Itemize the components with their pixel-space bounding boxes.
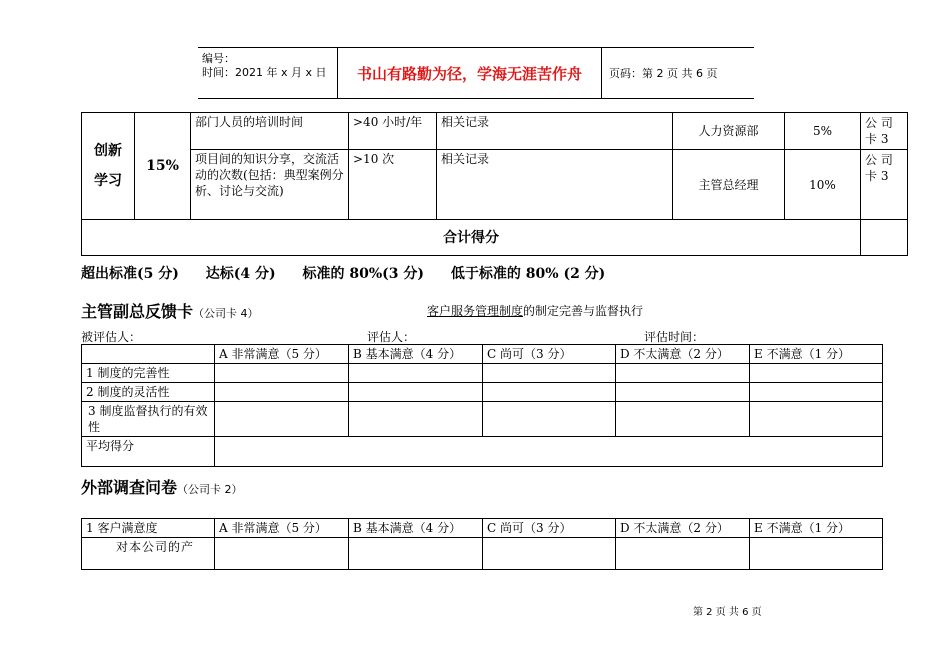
rating-cell[interactable] xyxy=(349,538,483,570)
row-label: 1 制度的完善性 xyxy=(82,364,215,383)
category-line-1: 创新 xyxy=(94,143,122,159)
column-header: B 基本满意（4 分） xyxy=(349,345,483,364)
column-header: B 基本满意（4 分） xyxy=(349,519,483,538)
section-title xyxy=(81,475,243,498)
column-header: 1 客户满意度 xyxy=(82,519,215,538)
page-header xyxy=(198,47,754,99)
scoring-legend xyxy=(81,263,627,283)
average-row xyxy=(82,437,883,467)
rating-cell[interactable] xyxy=(483,383,616,402)
weight-cell: 10% xyxy=(785,150,861,220)
source-cell: 相关记录 xyxy=(437,113,673,150)
survey-subtitle: （公司卡 2） xyxy=(177,483,243,496)
table-row xyxy=(82,150,908,220)
section-title xyxy=(81,299,259,322)
rating-cell[interactable] xyxy=(215,402,349,437)
row-label: 2 制度的灵活性 xyxy=(82,383,215,402)
column-header: A 非常满意（5 分） xyxy=(215,345,349,364)
header-row xyxy=(82,345,883,364)
feedback-table xyxy=(81,344,883,467)
column-header: C 尚可（3 分） xyxy=(483,519,616,538)
rating-cell[interactable] xyxy=(215,364,349,383)
card-cell: 公 司 卡 3 xyxy=(861,150,908,220)
column-header xyxy=(82,345,215,364)
feedback-subtitle: （公司卡 4） xyxy=(193,307,259,320)
rating-cell[interactable] xyxy=(750,402,883,437)
survey-table xyxy=(81,518,883,570)
total-row xyxy=(82,220,908,256)
rating-cell[interactable] xyxy=(215,538,349,570)
header-meta xyxy=(198,48,338,98)
rating-cell[interactable] xyxy=(750,538,883,570)
feedback-topic xyxy=(427,302,643,319)
evaluation-fields xyxy=(81,328,881,344)
rating-cell[interactable] xyxy=(616,538,750,570)
feedback-title: 主管副总反馈卡 xyxy=(81,302,194,321)
average-label: 平均得分 xyxy=(82,437,215,467)
row-label: 对本公司的产 xyxy=(82,538,215,570)
innovation-table xyxy=(81,112,908,256)
eval-time-label: 评估时间： xyxy=(644,330,705,344)
header-page-label: 页码：第 2 页 共 6 页 xyxy=(609,67,718,80)
column-header: D 不太满意（2 分） xyxy=(616,519,750,538)
rating-cell[interactable] xyxy=(483,364,616,383)
table-row xyxy=(82,538,883,570)
source-cell: 相关记录 xyxy=(437,150,673,220)
card-cell: 公 司 卡 3 xyxy=(861,113,908,150)
column-header: C 尚可（3 分） xyxy=(483,345,616,364)
category-cell xyxy=(82,113,135,220)
evaluatee-label: 被评估人： xyxy=(81,330,142,344)
rating-cell[interactable] xyxy=(349,383,483,402)
table-row xyxy=(82,383,883,402)
weight-cell: 5% xyxy=(785,113,861,150)
header-row xyxy=(82,519,883,538)
table-row xyxy=(82,364,883,383)
score-level: 达标(4 分) xyxy=(205,266,276,282)
survey-title: 外部调查问卷 xyxy=(81,478,178,497)
column-header: D 不太满意（2 分） xyxy=(616,345,750,364)
average-value[interactable] xyxy=(215,437,883,467)
number-label: 编号： xyxy=(202,52,235,65)
topic-underlined: 客户服务管理制度 xyxy=(427,304,524,318)
rating-cell[interactable] xyxy=(616,402,750,437)
score-level: 超出标准(5 分) xyxy=(81,266,179,282)
topic-rest: 的制定完善与监督执行 xyxy=(523,304,644,318)
standard-cell: >40 小时/年 xyxy=(349,113,437,150)
header-motto: 书山有路勤为径，学海无涯苦作舟 xyxy=(338,48,602,98)
dept-cell: 人力资源部 xyxy=(673,113,785,150)
standard-cell: >10 次 xyxy=(349,150,437,220)
evaluator-label: 评估人： xyxy=(367,330,416,344)
rating-cell[interactable] xyxy=(616,364,750,383)
row-label: 3 制度监督执行的有效性 xyxy=(82,402,215,437)
item-cell: 部门人员的培训时间 xyxy=(191,113,349,150)
rating-cell[interactable] xyxy=(349,402,483,437)
category-line-2: 学习 xyxy=(94,173,122,189)
score-level: 标准的 80%(3 分) xyxy=(302,266,425,282)
column-header: E 不满意（1 分） xyxy=(750,345,883,364)
category-weight: 15% xyxy=(135,113,191,220)
column-header: E 不满意（1 分） xyxy=(750,519,883,538)
rating-cell[interactable] xyxy=(483,538,616,570)
rating-cell[interactable] xyxy=(750,364,883,383)
dept-cell: 主管总经理 xyxy=(673,150,785,220)
rating-cell[interactable] xyxy=(750,383,883,402)
rating-cell[interactable] xyxy=(483,402,616,437)
page-footer: 第 2 页 共 6 页 xyxy=(693,607,762,618)
table-row xyxy=(82,113,908,150)
total-value xyxy=(861,220,908,256)
rating-cell[interactable] xyxy=(349,364,483,383)
time-label: 时间：2021 年 x 月 x 日 xyxy=(202,66,327,79)
rating-cell[interactable] xyxy=(215,383,349,402)
table-row xyxy=(82,402,883,437)
total-label: 合计得分 xyxy=(82,220,861,256)
column-header: A 非常满意（5 分） xyxy=(215,519,349,538)
score-level: 低于标准的 80% (2 分) xyxy=(450,266,606,282)
item-cell: 项目间的知识分享，交流活动的次数(包括：典型案例分析、讨论与交流) xyxy=(191,150,349,220)
rating-cell[interactable] xyxy=(616,383,750,402)
